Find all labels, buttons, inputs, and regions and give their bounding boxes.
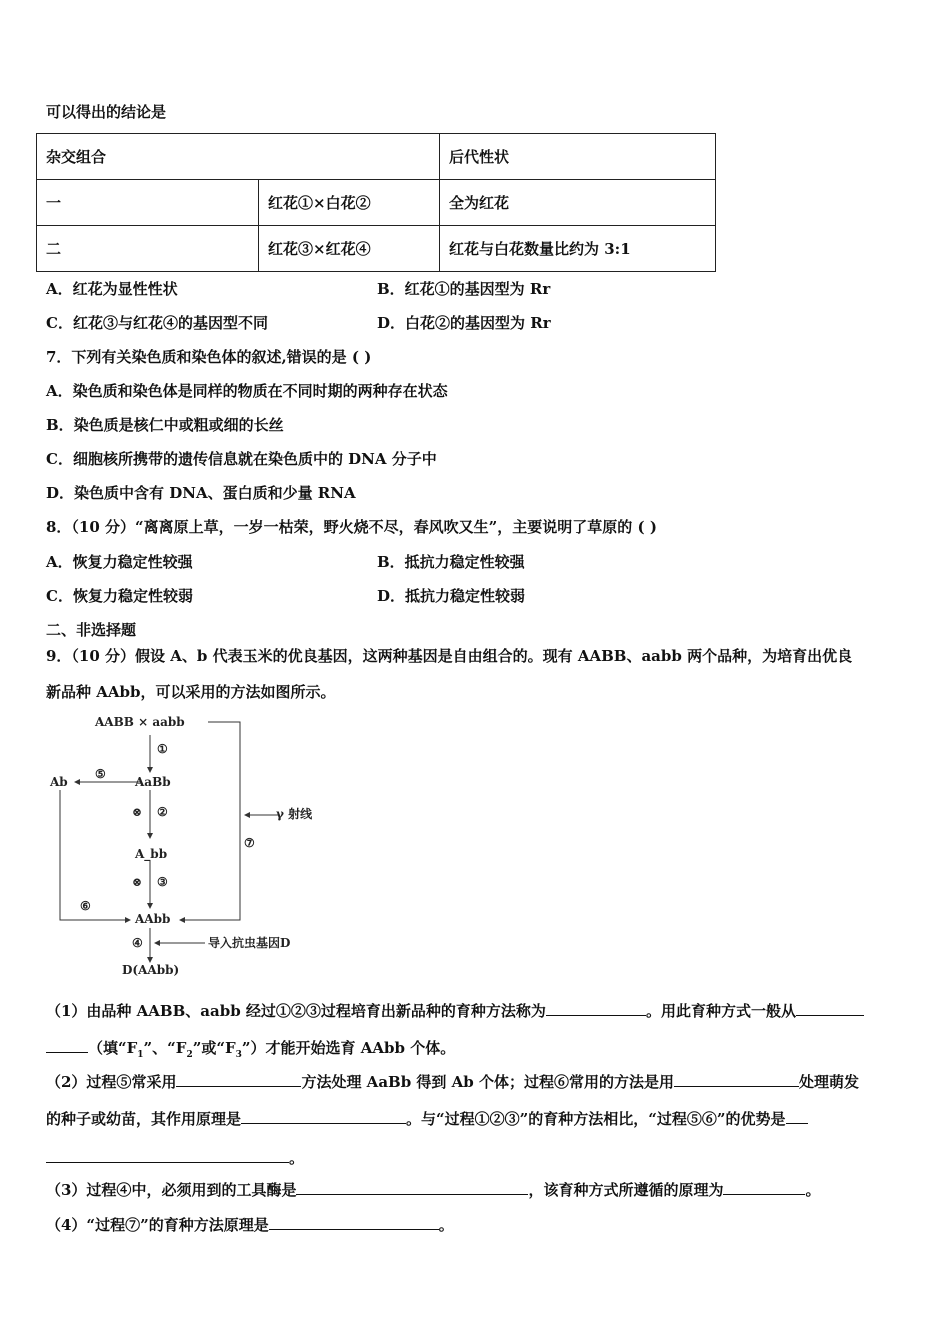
- option: A．红花为显性性状: [46, 280, 178, 298]
- q9-2-text: 。: [289, 1149, 305, 1167]
- option: A．恢复力稳定性较强: [46, 553, 193, 571]
- question-stem: 9．（10 分）假设 A、b 代表玉米的优良基因，这两种基因是自由组合的。现有 AABB、aabb 两个品种，为培育出优良: [46, 647, 853, 665]
- q9-1-text: ”）才能开始选育 AAbb 个体。: [241, 1039, 456, 1057]
- table-cell: 红花与白花数量比约为 3:1: [440, 226, 716, 272]
- option: B．抵抗力稳定性较强: [377, 553, 525, 571]
- aabb-label: AAbb: [135, 912, 171, 926]
- step-6-label: ⑥: [80, 899, 91, 913]
- answer-blank[interactable]: [723, 1180, 805, 1195]
- answer-blank[interactable]: [796, 1001, 864, 1016]
- table-header: 杂交组合: [37, 134, 440, 180]
- table-cell: 红花③×红花④: [259, 226, 440, 272]
- answer-blank[interactable]: [786, 1109, 808, 1124]
- table-cell: 一: [37, 180, 259, 226]
- answer-blank[interactable]: [269, 1215, 439, 1230]
- option: B．红花①的基因型为 Rr: [377, 280, 551, 298]
- answer-blank[interactable]: [46, 1148, 289, 1163]
- subscript: 2: [186, 1050, 193, 1060]
- table-cell: 二: [37, 226, 259, 272]
- table-header: 后代性状: [440, 134, 716, 180]
- table-row: [37, 226, 716, 272]
- answer-blank[interactable]: [674, 1072, 799, 1087]
- step-4-label: ④: [132, 936, 143, 950]
- table-cell: 全为红花: [440, 180, 716, 226]
- question-stem: 7．下列有关染色质和染色体的叙述,错误的是 ( ): [46, 348, 372, 366]
- table-row: [37, 180, 716, 226]
- step-5-label: ⑤: [95, 767, 106, 781]
- answer-blank[interactable]: [546, 1001, 646, 1016]
- answer-blank[interactable]: [46, 1038, 88, 1053]
- question-stem: 8．（10 分）“离离原上草，一岁一枯荣，野火烧不尽，春风吹又生”，主要说明了草原的 ( ): [46, 518, 657, 536]
- cross-table: [36, 133, 716, 272]
- selfing-icon: ⊗: [132, 805, 143, 819]
- q9-1-text: （填“F: [88, 1039, 138, 1057]
- q9-1-text: （1）由品种 AABB、aabb 经过①②③过程培育出新品种的育种方法称为: [46, 1002, 546, 1020]
- option: D．抵抗力稳定性较弱: [377, 587, 526, 605]
- option: C．恢复力稳定性较弱: [46, 587, 193, 605]
- gamma-ray-label: γ 射线: [276, 807, 313, 821]
- table-cell: 红花①×白花②: [259, 180, 440, 226]
- q9-3-text: 。: [805, 1181, 821, 1199]
- q9-1-text: 。用此育种方式一般从: [645, 1002, 796, 1020]
- gene-label: 导入抗虫基因D: [208, 936, 291, 950]
- step-1-label: ①: [157, 742, 168, 756]
- q9-1-text: ”或“F: [192, 1039, 236, 1057]
- step-3-label: ③: [157, 875, 168, 889]
- answer-blank[interactable]: [296, 1180, 528, 1195]
- option: D．染色质中含有 DNA、蛋白质和少量 RNA: [46, 484, 356, 502]
- answer-blank[interactable]: [176, 1072, 301, 1087]
- q9-1-text: ”、“F: [143, 1039, 187, 1057]
- selfing-icon: ⊗: [132, 875, 143, 889]
- subscript: 1: [137, 1050, 144, 1060]
- section-title: 二、非选择题: [46, 621, 137, 639]
- breeding-diagram: [40, 710, 340, 980]
- option: D．白花②的基因型为 Rr: [377, 314, 551, 332]
- step-2-label: ②: [157, 805, 168, 819]
- answer-blank[interactable]: [241, 1109, 406, 1124]
- option: C．红花③与红花④的基因型不同: [46, 314, 268, 332]
- q9-2-text: 。与“过程①②③”的育种方法相比，“过程⑤⑥”的优势是: [406, 1110, 786, 1128]
- haploid-label: Ab: [50, 775, 68, 789]
- question-stem: 新品种 AAbb，可以采用的方法如图所示。: [46, 683, 336, 701]
- q9-3-text: ，该育种方式所遵循的原理为: [528, 1181, 724, 1199]
- option: C．细胞核所携带的遗传信息就在染色质中的 DNA 分子中: [46, 450, 437, 468]
- parents-label: AABB × aabb: [95, 715, 185, 729]
- step-7-label: ⑦: [244, 836, 255, 850]
- q9-4-text: 。: [438, 1216, 454, 1234]
- intro-text: 可以得出的结论是: [46, 103, 167, 121]
- option: A．染色质和染色体是同样的物质在不同时期的两种存在状态: [46, 382, 448, 400]
- q9-2-text: 方法处理 AaBb 得到 Ab 个体；过程⑥常用的方法是用: [301, 1073, 674, 1091]
- subscript: 3: [235, 1050, 242, 1060]
- d-aabb-label: D(AAbb): [122, 963, 180, 977]
- q9-2-text: 处理萌发: [799, 1073, 860, 1091]
- q9-3-text: （3）过程④中，必须用到的工具酶是: [46, 1181, 297, 1199]
- f1-label: AaBb: [135, 775, 171, 789]
- q9-2-text: （2）过程⑤常采用: [46, 1073, 177, 1091]
- q9-2-text: 的种子或幼苗，其作用原理是: [46, 1110, 242, 1128]
- a-bb-label: A_bb: [135, 847, 168, 861]
- option: B．染色质是核仁中或粗或细的长丝: [46, 416, 284, 434]
- q9-4-text: （4）“过程⑦”的育种方法原理是: [46, 1216, 269, 1234]
